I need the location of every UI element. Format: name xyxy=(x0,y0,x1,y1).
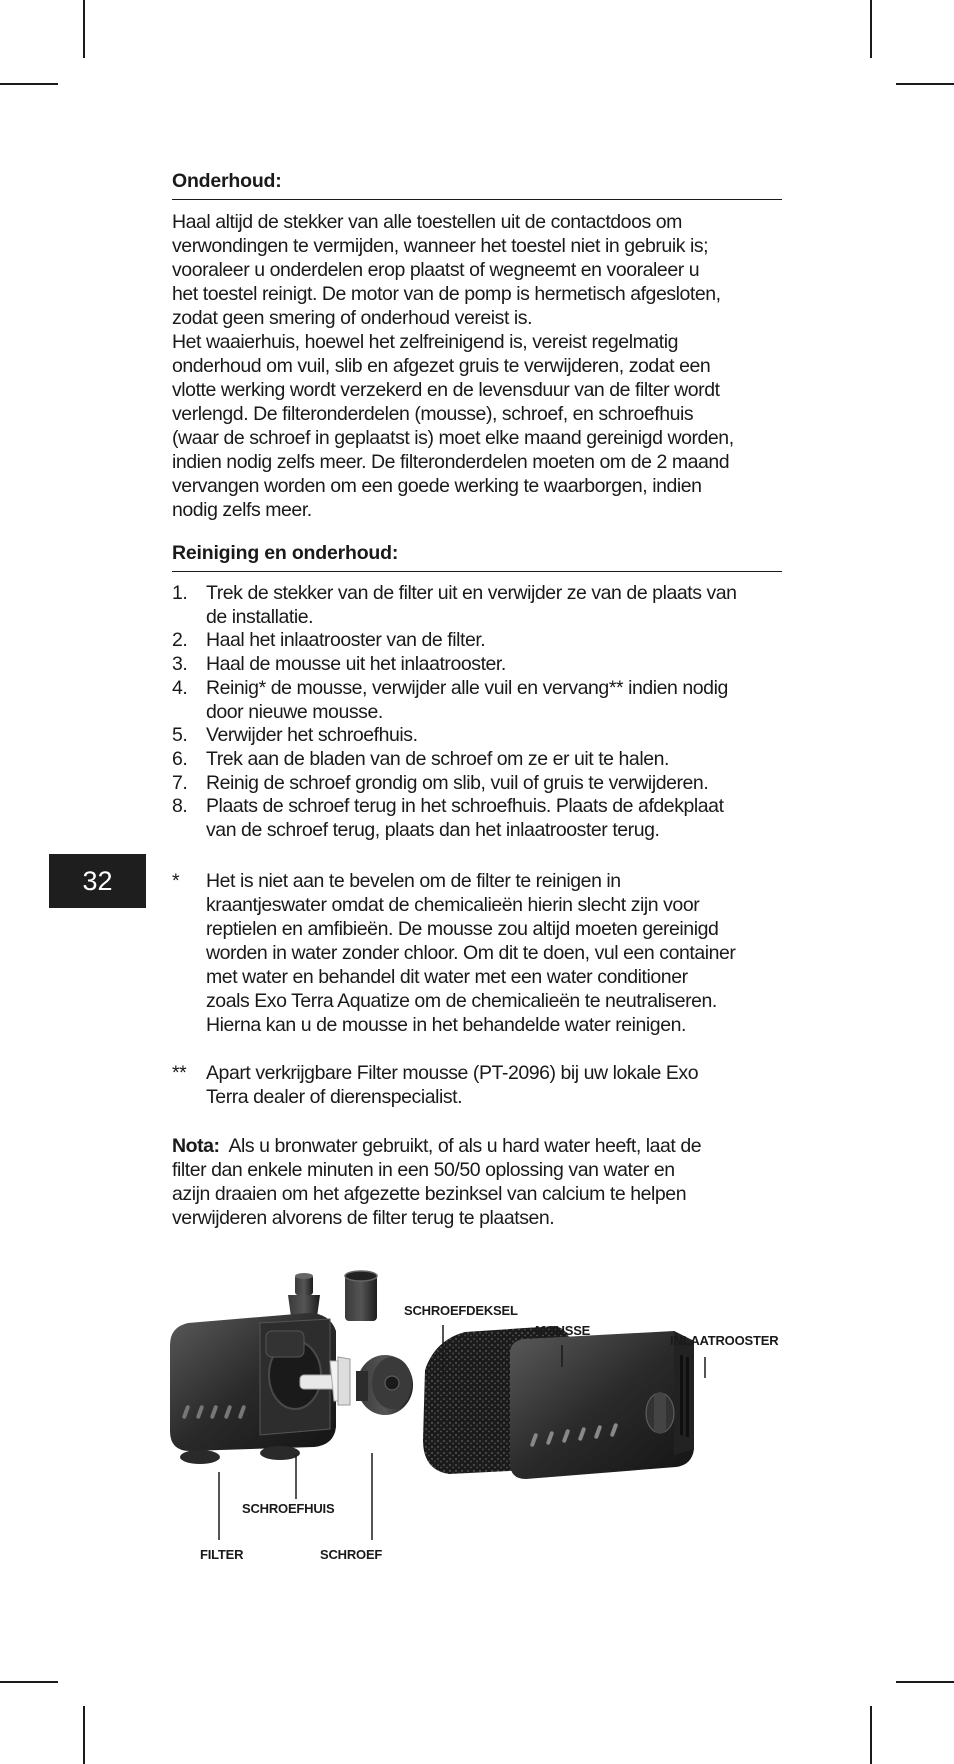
step-text: Haal de mousse uit het inlaatrooster. xyxy=(206,653,506,676)
footnote-double-asterisk xyxy=(172,1061,782,1109)
paragraph: Haal altijd de stekker van alle toestellen uit de contactdoos om verwondingen te vermijden, wanneer het toestel niet in gebruik is; vooraleer u onderdelen erop plaatst of wegneemt en vooraleer u het toestel reinigt. De motor van de pomp is hermetisch afgesloten, zodat geen smering of onderhoud vereist is. xyxy=(172,211,721,329)
step-text: Verwijder het schroefhuis. xyxy=(206,724,418,747)
label-filter: FILTER xyxy=(200,1547,244,1562)
label-schroef: SCHROEF xyxy=(320,1547,383,1562)
crop-mark xyxy=(0,83,58,85)
paragraph: Het waaierhuis, hoewel het zelfreinigend is, vereist regelmatig onderhoud om vuil, slib en afgezet gruis te verwijderen, zodat een vlotte werking wordt verzekerd en de levensduur van de filter wordt verlengd. De filteronderdelen (mousse), schroef, en schroefhuis (waar de schroef in geplaatst is) moet elke maand gereinigd worden, indien nodig zelfs meer. De filteronderdelen moeten om de 2 maand vervangen worden om een goede werking te waarborgen, indien nodig zelfs meer. xyxy=(172,331,734,521)
filter-exploded-diagram xyxy=(160,1265,800,1575)
footnote-mark: ** xyxy=(172,1061,187,1084)
page-number-tab: 32 xyxy=(49,854,146,908)
footnote-text: Apart verkrijgbare Filter mousse (PT-2096) bij uw lokale Exo Terra dealer of dierenspecialist. xyxy=(206,1061,699,1108)
label-schroefdeksel: SCHROEFDEKSEL xyxy=(404,1303,518,1318)
list-item xyxy=(172,772,782,796)
step-text: Trek de stekker van de filter uit en verwijder ze van de plaats van de installatie. xyxy=(206,582,737,628)
label-mousse: MOUSSE xyxy=(535,1323,591,1338)
label-schroefhuis: SCHROEFHUIS xyxy=(242,1501,335,1516)
steps-list xyxy=(172,582,782,843)
label-inlaatrooster: INLAATROOSTER xyxy=(670,1333,779,1348)
list-item xyxy=(172,653,782,677)
crop-mark xyxy=(896,1681,954,1683)
intake-grill xyxy=(510,1331,694,1479)
list-item xyxy=(172,748,782,772)
section-heading-reiniging: Reiniging en onderhoud: xyxy=(172,542,782,572)
step-number: 1. xyxy=(172,582,188,604)
step-number: 7. xyxy=(172,771,188,794)
crop-mark xyxy=(83,1706,85,1764)
step-number: 4. xyxy=(172,676,188,699)
step-number: 2. xyxy=(172,629,188,652)
crop-mark xyxy=(0,1681,58,1683)
step-text: Reinig de schroef grondig om slib, vuil of gruis te verwijderen. xyxy=(206,771,709,794)
footnote-text: Het is niet aan te bevelen om de filter te reinigen in kraantjeswater omdat de chemicalieën hierin slecht zijn voor reptielen en amfibieën. De mousse zou altijd moeten gereinigd worden in water zonder chloor. Om dit te doen, vul een container met water en behandel dit water met een water conditioner zoals Exo Terra Aquatize om de chemicalieën te neutraliseren. Hierna kan u de mousse in het behandelde water reinigen. xyxy=(206,869,736,1036)
list-item xyxy=(172,795,782,842)
step-number: 5. xyxy=(172,724,188,747)
list-item xyxy=(172,582,782,629)
crop-mark xyxy=(83,0,85,58)
footnote-mark: * xyxy=(172,869,180,892)
nozzle-small xyxy=(288,1273,320,1317)
crop-mark xyxy=(870,0,872,58)
step-text: Trek aan de bladen van de schroef om ze er uit te halen. xyxy=(206,747,669,770)
step-number: 3. xyxy=(172,653,188,676)
manual-content xyxy=(172,170,782,1230)
list-item xyxy=(172,724,782,748)
nota-text: Als u bronwater gebruikt, of als u hard water heeft, laat de filter dan enkele minuten in een 50/50 oplossing van water en azijn draaien om het afgezette bezinksel van calcium te helpen verwijderen alvorens de filter terug te plaatsen. xyxy=(172,1134,702,1229)
flow-dial xyxy=(646,1393,674,1433)
footnote-asterisk xyxy=(172,869,782,1037)
crop-mark xyxy=(896,83,954,85)
step-text: Plaats de schroef terug in het schroefhuis. Plaats de afdekplaat van de schroef terug, plaats dan het inlaatrooster terug. xyxy=(206,795,724,842)
nozzle-large xyxy=(345,1271,377,1321)
step-text: Haal het inlaatrooster van de filter. xyxy=(206,629,486,652)
step-text: Reinig* de mousse, verwijder alle vuil en vervang** indien nodig door nieuwe mousse. xyxy=(206,676,728,723)
list-item xyxy=(172,677,782,724)
section-heading-onderhoud: Onderhoud: xyxy=(172,170,782,200)
step-number: 6. xyxy=(172,747,188,770)
list-item xyxy=(172,629,782,653)
nota-paragraph xyxy=(172,1134,782,1230)
nota-label: Nota: xyxy=(172,1134,220,1157)
step-number: 8. xyxy=(172,795,188,818)
impeller-cover xyxy=(356,1355,413,1415)
crop-mark xyxy=(870,1706,872,1764)
